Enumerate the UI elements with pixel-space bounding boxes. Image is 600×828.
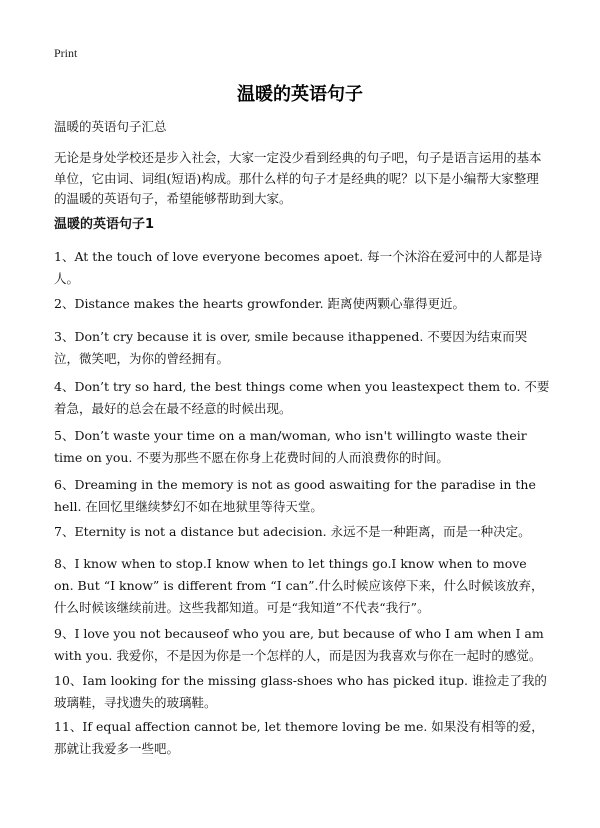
print-link[interactable]: Print [54, 46, 78, 60]
list-item: 6、Dreaming in the memory is not as good aswaiting for the paradise in the hell. 在回忆里继续梦幻不如在地狱里等待天堂。 [54, 477, 536, 514]
list-item: 2、Distance makes the hearts growfonder. 距离使两颗心靠得更近。 [54, 296, 466, 311]
list-item: 11、If equal affection cannot be, let themore loving be me. 如果没有相等的爱，那就让我爱多一些吧。 [54, 719, 544, 756]
list-item: 4、Don’t try so hard, the best things come when you leastexpect them to. 不要着急，最好的总会在最不经意的时候出现。 [54, 379, 550, 416]
list-item: 9、I love you not becauseof who you are, but because of who I am when I am with you. 我爱你，不是因为你是一个怎样的人，而是因为我喜欢与你在一起时的感觉。 [54, 626, 544, 663]
list-item: 5、Don’t waste your time on a man/woman, who isn't willingto waste their time on you. 不要为那些不愿在你身上花费时间的人而浪费你的时间。 [54, 428, 527, 465]
list-item: 10、Iam looking for the missing glass-shoes who has picked itup. 谁捡走了我的玻璃鞋，寻找遗失的玻璃鞋。 [54, 673, 547, 710]
list-item: 8、I know when to stop.I know when to let things go.I know when to move on. But “I know” is different from “I can”.什么时候应该停下来，什么时候该放弃，什么时候该继续前进。这些我都知道。可是“我知道”不代表“我行”。 [54, 556, 544, 615]
section-heading: 温暖的英语句子1 [54, 217, 155, 232]
list-item: 1、At the touch of love everyone becomes apoet. 每一个沐浴在爱河中的人都是诗人。 [54, 249, 543, 286]
page-title: 温暖的英语句子 [237, 84, 363, 105]
summary-line: 温暖的英语句子汇总 [54, 119, 167, 134]
intro-paragraph: 无论是身处学校还是步入社会，大家一定没少看到经典的句子吧，句子是语言运用的基本单位，它由词、词组(短语)构成。那什么样的句子才是经典的呢？以下是小编帮大家整理的温暖的英语句子，希望能够帮助到大家。 [54, 150, 542, 206]
list-item: 7、Eternity is not a distance but adecision. 永远不是一种距离，而是一种决定。 [54, 524, 531, 539]
list-item: 3、Don’t cry because it is over, smile because ithappened. 不要因为结束而哭泣，微笑吧，为你的曾经拥有。 [54, 329, 528, 366]
